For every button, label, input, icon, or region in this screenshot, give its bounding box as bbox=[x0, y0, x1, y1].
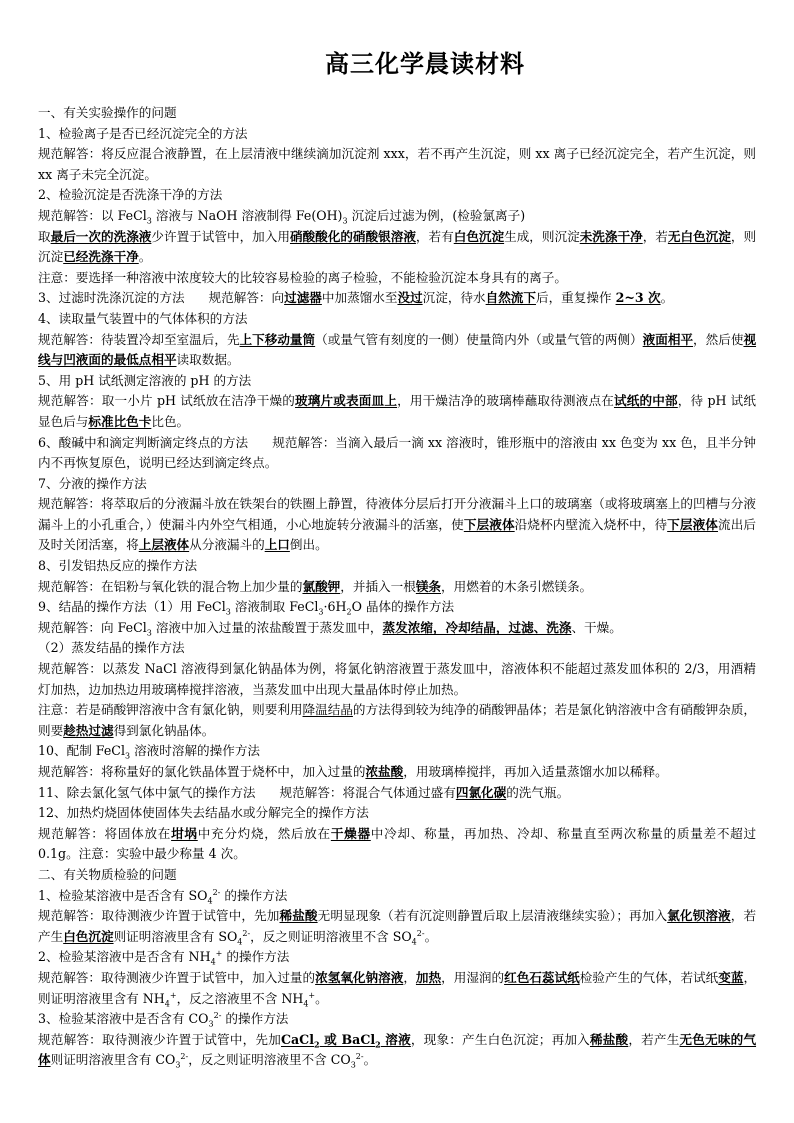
superscript: + bbox=[169, 990, 177, 1000]
text-run: 规范解答：取待测液少许置于试管中，先加 bbox=[38, 1031, 281, 1047]
text-run: ，若有 bbox=[415, 228, 454, 244]
subscript: 3 bbox=[146, 216, 152, 226]
text-run: 。 bbox=[138, 249, 152, 265]
text-line bbox=[38, 638, 756, 659]
text-run: 3、检验某溶液中是否含有 CO bbox=[38, 1011, 209, 1027]
text-run: ，待 pH 试纸显色后与 bbox=[38, 393, 757, 429]
text-run: 流出后及时关闭活塞，将 bbox=[38, 516, 757, 553]
text-run: 4、读取量气装置中的气体体积的方法 bbox=[38, 310, 248, 326]
text-run: 上口 bbox=[264, 537, 290, 553]
text-run: ·6H bbox=[323, 599, 347, 615]
text-run: 中充分灼烧，然后放在 bbox=[197, 825, 331, 841]
text-run: 3、过滤时洗涤沉淀的方法 bbox=[38, 290, 185, 306]
text-run: 中冷却、称量，再加热、冷却、称量直至两次称量的质量差不超过 0.1g。注意：实验中最少称量 4 次。 bbox=[38, 825, 757, 862]
subscript: 2 bbox=[346, 607, 352, 617]
text-run: 溶液 bbox=[380, 1031, 411, 1047]
text-run: 规范解答：将称量好的氯化铁晶体置于烧杯中，加入过量的 bbox=[38, 764, 366, 779]
text-run: 规范解答：将萃取后的分液漏斗放在铁架台的铁圈上静置，待液体分层后打开分液漏斗上口的玻璃塞（或将玻璃塞上的凹槽与分液漏斗上的小孔重合，）使漏斗内外空气相通，小心地旋转分液漏斗的活塞，使 bbox=[38, 496, 756, 532]
text-run: 则证明溶液里含有 CO bbox=[50, 1052, 176, 1068]
text-run: 。 bbox=[315, 990, 328, 1006]
subscript: 4 bbox=[207, 896, 213, 906]
text-run: 。 bbox=[660, 290, 674, 306]
text-line bbox=[38, 659, 756, 700]
text-run: ，并插入一根 bbox=[340, 578, 416, 594]
text-run: 干燥器 bbox=[330, 825, 371, 841]
text-run: ，则沉淀 bbox=[38, 228, 757, 265]
superscript: + bbox=[308, 990, 316, 1000]
text-run: ，则证明溶液里含有 NH bbox=[38, 969, 757, 1006]
text-run: 白色沉淀 bbox=[453, 228, 505, 244]
text-run: 规范解答：以蒸发 NaCl 溶液得到氯化钠晶体为例，将氯化钠溶液置于蒸发皿中，溶液体积不能超过蒸发皿体积的 2/3，用酒精灯加热，边加热边用玻璃棒搅拌溶液，当蒸发皿中出现大量晶体时停止加热。 bbox=[38, 661, 756, 697]
text-run: 规范解答：向 FeCl bbox=[38, 619, 147, 635]
text-run: 二、有关物质检验的问题 bbox=[38, 866, 177, 882]
text-run: 加热 bbox=[415, 969, 442, 985]
text-run: 规范解答：将反应混合液静置，在上层清液中继续滴加沉淀剂 xxx，若不再产生沉淀，则 xx 离子已经沉淀完全，若产生沉淀，则 xx 离子未完全沉淀。 bbox=[38, 146, 756, 182]
text-run: 浓盐酸 bbox=[365, 764, 404, 779]
text-run: ，若产生 bbox=[628, 1031, 680, 1047]
text-run: 的洗气瓶。 bbox=[506, 784, 570, 800]
text-run: 7、分液的操作方法 bbox=[38, 475, 147, 491]
text-run: ，反之溶液里不含 NH bbox=[176, 990, 304, 1006]
text-run: 溶液中加入过量的浓盐酸置于蒸发皿中， bbox=[151, 619, 383, 635]
superscript: 2- bbox=[416, 928, 425, 938]
text-run: 沉淀后过滤为例，(检验氯离子) bbox=[347, 207, 526, 223]
text-run: ，用玻璃棒搅拌，再加入适量蒸馏水加以稀释。 bbox=[403, 764, 668, 779]
text-run: 自然流下 bbox=[485, 290, 536, 306]
text-run: 一、有关实验操作的问题 bbox=[38, 105, 177, 120]
text-line bbox=[38, 618, 756, 639]
subscript: 4 bbox=[411, 937, 417, 947]
text-line bbox=[38, 741, 756, 762]
text-line bbox=[38, 288, 756, 309]
subscript: 3 bbox=[342, 216, 348, 226]
subscript: 3 bbox=[208, 1019, 214, 1029]
subscript: 4 bbox=[303, 999, 309, 1009]
text-run: 视线与凹液面的最低点相平 bbox=[38, 331, 757, 368]
text-run: 1、检验离子是否已经沉淀完全的方法 bbox=[38, 125, 248, 141]
text-run: 硝酸酸化的硝酸银溶液 bbox=[289, 228, 416, 244]
text-line bbox=[38, 556, 756, 577]
text-run: ，若产生 bbox=[38, 908, 757, 944]
text-line bbox=[38, 309, 756, 330]
text-run: 规范解答：以 FeCl bbox=[38, 207, 147, 223]
text-run: 1、检验某溶液中是否含有 SO bbox=[38, 887, 208, 903]
text-run: 上层液体 bbox=[138, 537, 190, 553]
text-run: 四氯化碳 bbox=[455, 784, 507, 800]
text-run: 规范解答：向 bbox=[208, 290, 285, 306]
text-run: 已经洗涤干净 bbox=[63, 249, 139, 265]
text-run: 无色无味的气体 bbox=[38, 1031, 757, 1068]
text-line bbox=[38, 968, 756, 1009]
text-run: 溶液制取 FeCl bbox=[230, 599, 319, 615]
text-run: 最后一次的洗涤液 bbox=[50, 228, 152, 244]
text-run: 过滤器 bbox=[284, 290, 322, 306]
text-run: 规范解答：待装置冷却至室温后，先 bbox=[38, 331, 240, 347]
text-run: 稀盐酸 bbox=[589, 1031, 629, 1047]
text-line bbox=[38, 268, 756, 289]
text-run: 的方法得到较为纯净的硝酸钾晶体；若是氯化钠溶液中含有硝酸钾杂质，则要 bbox=[38, 702, 757, 738]
subscript: 4 bbox=[237, 937, 243, 947]
text-line bbox=[38, 824, 756, 865]
text-line bbox=[38, 783, 756, 804]
text-run: 的操作方法 bbox=[222, 949, 290, 965]
text-run: 规范解答：取待测液少许置于试管中，加入过量的 bbox=[38, 969, 316, 985]
text-run: （或量气管有刻度的一侧）使量筒内外（或量气管的两侧） bbox=[315, 331, 643, 347]
text-run: 溶液时溶解的操作方法 bbox=[130, 743, 261, 759]
text-run: （2）蒸发结晶的操作方法 bbox=[38, 640, 185, 656]
text-run: 无明显现象（若有沉淀则静置后取上层清液继续实验）；再加入 bbox=[317, 908, 668, 924]
text-run: 未洗涤干净 bbox=[579, 228, 643, 244]
text-run: 液面相平 bbox=[642, 331, 694, 347]
text-run: 浓氢氧化钠溶液 bbox=[315, 969, 404, 985]
text-line bbox=[38, 474, 756, 495]
text-run: 红色石蕊试纸 bbox=[504, 969, 580, 985]
text-run: 规范解答：将固体放在 bbox=[38, 825, 172, 841]
text-run: 注意：若是硝酸钾溶液中含有氯化钠，则要利用 bbox=[38, 702, 303, 718]
text-run: 。 bbox=[424, 928, 438, 944]
superscript: 2- bbox=[355, 1052, 364, 1062]
subscript: 3 bbox=[175, 1060, 181, 1070]
text-run: ，若 bbox=[642, 228, 668, 244]
text-run: 稀盐酸 bbox=[279, 908, 318, 924]
text-run: 注意：要选择一种溶液中浓度较大的比较容易检验的离子检验，不能检验沉淀本身具有的离子。 bbox=[38, 269, 567, 285]
text-run: 玻璃片或表面皿上 bbox=[295, 393, 398, 409]
text-run: ，用湿润的 bbox=[441, 969, 505, 985]
page-title: 高三化学晨读材料 bbox=[325, 50, 525, 78]
text-run: 2、检验某溶液中是否含有 NH bbox=[38, 949, 211, 965]
text-run: 的操作方法 bbox=[221, 1011, 289, 1027]
text-run: ，反之则证明溶液里不含 CO bbox=[188, 1052, 351, 1068]
subscript: 2 bbox=[314, 1039, 320, 1050]
text-run: 8、引发铝热反应的操作方法 bbox=[38, 558, 198, 574]
text-line bbox=[38, 597, 756, 618]
text-line bbox=[38, 1009, 756, 1030]
text-line bbox=[38, 330, 756, 371]
text-line bbox=[38, 577, 756, 598]
text-line bbox=[38, 185, 756, 206]
text-line bbox=[38, 947, 756, 968]
text-run: O 晶体的操作方法 bbox=[351, 599, 455, 615]
text-run: 标准比色卡 bbox=[88, 413, 152, 429]
text-run: 上下移动量筒 bbox=[239, 331, 316, 347]
text-run: 白色沉淀 bbox=[63, 928, 114, 944]
document-body bbox=[38, 103, 756, 1071]
text-run: ，用燃着的木条引燃镁条。 bbox=[441, 578, 593, 594]
text-line bbox=[38, 124, 756, 145]
text-run: 镁条 bbox=[415, 578, 441, 594]
superscript: + bbox=[215, 949, 223, 959]
text-run: 趁热过滤 bbox=[63, 722, 114, 738]
subscript: 3 bbox=[225, 607, 231, 617]
text-line bbox=[38, 700, 756, 741]
text-run: 少许置于试管中，加入用 bbox=[151, 228, 290, 244]
text-run: 2、检验沉淀是否洗涤干净的方法 bbox=[38, 187, 223, 203]
text-run: 溶液与 NaOH 溶液制得 Fe(OH) bbox=[151, 207, 343, 223]
text-run: ，用干燥洁净的玻璃棒蘸取待测液点在 bbox=[397, 393, 614, 409]
text-line bbox=[38, 206, 756, 227]
text-run: 后，重复操作 bbox=[535, 290, 616, 306]
text-run: 下层液体 bbox=[667, 516, 719, 532]
text-run: 下层液体 bbox=[463, 516, 515, 532]
text-run: 规范解答：取待测液少许置于试管中，先加 bbox=[38, 908, 280, 924]
text-run: 从分液漏斗的 bbox=[189, 537, 265, 553]
superscript: 2- bbox=[213, 1010, 222, 1020]
text-line bbox=[38, 227, 756, 268]
text-run: 蒸发浓缩，冷却结晶，过滤、洗涤 bbox=[382, 619, 572, 635]
text-line bbox=[38, 103, 756, 124]
text-run: 规范解答：取一小片 pH 试纸放在洁净干燥的 bbox=[38, 393, 296, 409]
text-run: 或 BaCl bbox=[319, 1031, 376, 1047]
text-run: ，然后使 bbox=[693, 331, 744, 347]
text-run: 倒出。 bbox=[289, 537, 328, 553]
subscript: 3 bbox=[350, 1060, 356, 1070]
text-line bbox=[38, 906, 756, 947]
subscript: 4 bbox=[210, 957, 216, 967]
text-line bbox=[38, 762, 756, 783]
text-run: 试纸的中部 bbox=[613, 393, 678, 409]
subscript: 2 bbox=[375, 1039, 381, 1050]
text-run: 2~3 次 bbox=[615, 290, 661, 306]
text-line bbox=[38, 865, 756, 886]
subscript: 3 bbox=[318, 607, 324, 617]
text-run: 10、配制 FeCl bbox=[38, 743, 125, 759]
text-run: 中加蒸馏水至 bbox=[321, 290, 398, 306]
text-run: 规范解答：当滴入最后一滴 xx 溶液时，锥形瓶中的溶液由 xx 色变为 xx 色，且半分钟内不再恢复原色，说明已经达到滴定终点。 bbox=[38, 434, 756, 471]
text-line bbox=[38, 803, 756, 824]
text-line bbox=[38, 371, 756, 392]
text-run: 氯化钡溶液 bbox=[667, 908, 731, 924]
text-run: 取 bbox=[38, 228, 51, 244]
text-run: 的操作方法 bbox=[220, 887, 288, 903]
text-run: 氯酸钾 bbox=[302, 578, 341, 594]
text-run: ，现象：产生白色沉淀；再加入 bbox=[410, 1031, 590, 1047]
text-run: 沿烧杯内壁流入烧杯中，待 bbox=[514, 516, 668, 532]
text-run: 坩埚 bbox=[171, 825, 198, 841]
text-run: 无白色沉淀 bbox=[667, 228, 731, 244]
text-run: 变蓝 bbox=[718, 969, 744, 985]
text-line bbox=[38, 494, 756, 556]
text-line bbox=[38, 1030, 756, 1071]
text-run: 6、酸碱中和滴定判断滴定终点的方法 bbox=[38, 434, 249, 450]
text-run: 沉淀，待水 bbox=[422, 290, 486, 306]
text-line bbox=[38, 144, 756, 185]
superscript: 2- bbox=[180, 1052, 189, 1062]
text-run: 则证明溶液里含有 SO bbox=[113, 928, 238, 944]
text-run: 比色。 bbox=[151, 413, 190, 429]
subscript: 3 bbox=[146, 628, 152, 638]
text-run: 、干燥。 bbox=[571, 619, 622, 635]
text-run: 12、加热灼烧固体使固体失去结晶水或分解完全的操作方法 bbox=[38, 805, 369, 821]
text-run: 。 bbox=[363, 1052, 377, 1068]
text-run: ， bbox=[403, 969, 416, 985]
superscript: 2- bbox=[212, 887, 221, 897]
text-run: 读取数据。 bbox=[176, 352, 240, 368]
text-run: 没过 bbox=[397, 290, 423, 306]
subscript: 4 bbox=[164, 999, 170, 1009]
text-run: 规范解答：在铝粉与氧化铁的混合物上加少量的 bbox=[38, 578, 303, 594]
text-run: ，反之则证明溶液里不含 SO bbox=[250, 928, 412, 944]
text-line bbox=[38, 391, 756, 432]
text-run: CaCl bbox=[281, 1031, 314, 1047]
subscript: 3 bbox=[124, 751, 131, 761]
text-run: 得到氯化钠晶体。 bbox=[113, 722, 215, 738]
text-line bbox=[38, 886, 756, 907]
text-run: 降温结晶 bbox=[302, 702, 353, 718]
text-run: 5、用 pH 试纸测定溶液的 pH 的方法 bbox=[38, 372, 252, 388]
text-run: 检验产生的气体，若试纸 bbox=[579, 969, 719, 985]
text-run: 生成，则沉淀 bbox=[504, 228, 580, 244]
text-run: 9、结晶的操作方法（1）用 FeCl bbox=[38, 599, 226, 615]
text-run: 规范解答：将混合气体通过盛有 bbox=[279, 784, 456, 800]
text-run: 11、除去氯化氢气体中氯气的操作方法 bbox=[38, 784, 256, 800]
superscript: 2- bbox=[242, 928, 251, 938]
text-line bbox=[38, 433, 756, 474]
